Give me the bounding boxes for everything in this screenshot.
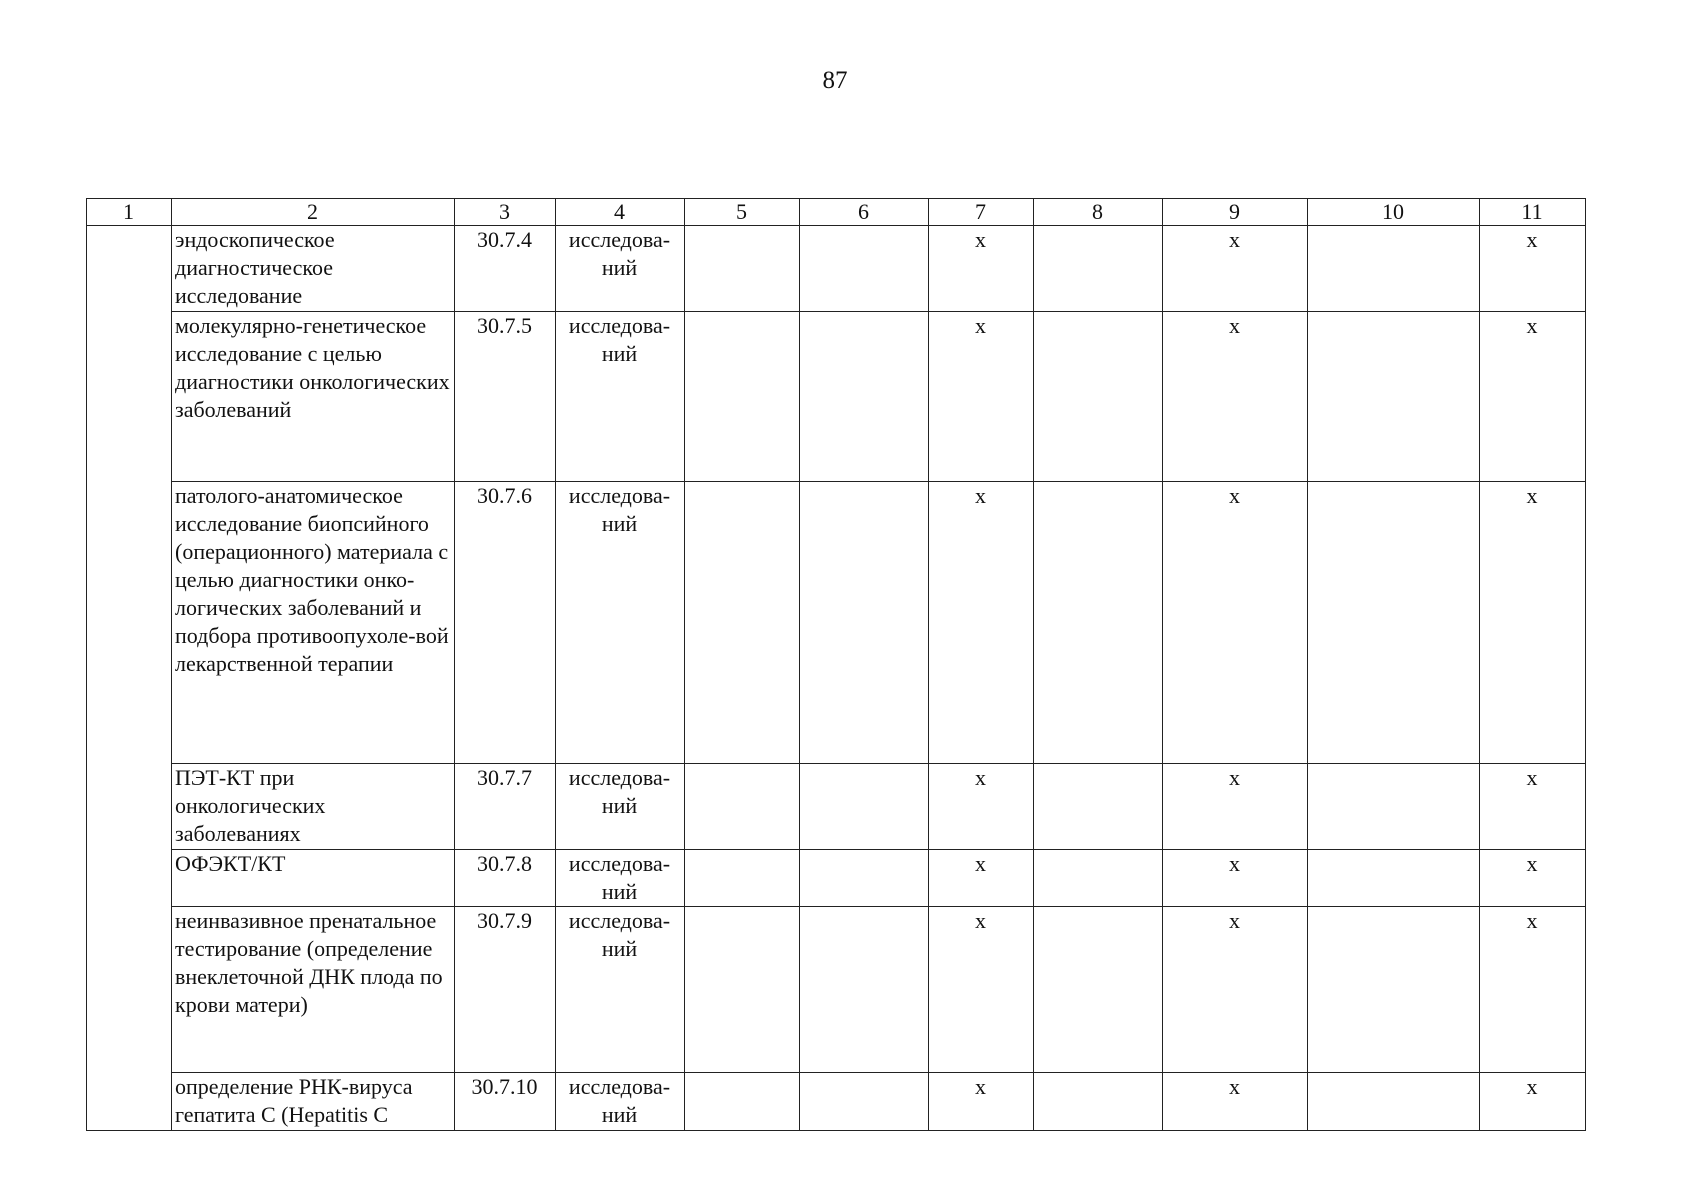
row-name: ОФЭКТ/КТ [172, 850, 455, 907]
empty-cell [1034, 312, 1163, 482]
empty-cell [800, 1073, 929, 1131]
empty-cell [685, 1073, 800, 1131]
mark-cell-11: х [1480, 764, 1586, 850]
row-unit: исследова-ний [556, 312, 685, 482]
column-number: 7 [929, 199, 1034, 226]
column-number: 6 [800, 199, 929, 226]
empty-cell [1034, 907, 1163, 1073]
mark-cell-9: х [1163, 850, 1308, 907]
column-number: 3 [455, 199, 556, 226]
row-unit: исследова-ний [556, 1073, 685, 1131]
empty-cell [685, 907, 800, 1073]
empty-cell [800, 850, 929, 907]
row-code: 30.7.5 [455, 312, 556, 482]
mark-cell-11: х [1480, 226, 1586, 312]
table-row [87, 907, 1586, 1073]
mark-cell-7: х [929, 226, 1034, 312]
column-number: 5 [685, 199, 800, 226]
row-code: 30.7.4 [455, 226, 556, 312]
column-number: 2 [172, 199, 455, 226]
mark-cell-9: х [1163, 312, 1308, 482]
row-name: определение РНК-вируса гепатита С (Hepatitis C [172, 1073, 455, 1131]
empty-cell [800, 907, 929, 1073]
column-number-row [87, 199, 1586, 226]
empty-cell [1034, 226, 1163, 312]
row-code: 30.7.8 [455, 850, 556, 907]
mark-cell-11: х [1480, 482, 1586, 764]
mark-cell-9: х [1163, 907, 1308, 1073]
row-code: 30.7.9 [455, 907, 556, 1073]
empty-cell [1034, 850, 1163, 907]
column-number: 11 [1480, 199, 1586, 226]
empty-cell [1308, 764, 1480, 850]
mark-cell-7: х [929, 764, 1034, 850]
mark-cell-11: х [1480, 1073, 1586, 1131]
empty-cell [685, 850, 800, 907]
empty-cell [1308, 850, 1480, 907]
mark-cell-7: х [929, 1073, 1034, 1131]
row-unit: исследова-ний [556, 907, 685, 1073]
column-number: 1 [87, 199, 172, 226]
mark-cell-7: х [929, 850, 1034, 907]
empty-cell [800, 764, 929, 850]
mark-cell-9: х [1163, 1073, 1308, 1131]
table-row [87, 312, 1586, 482]
row-name: молекулярно-генетическое исследование с целью диагностики онкологических заболеваний [172, 312, 455, 482]
group-cell [87, 226, 172, 1131]
mark-cell-11: х [1480, 312, 1586, 482]
empty-cell [685, 312, 800, 482]
mark-cell-11: х [1480, 850, 1586, 907]
data-table [86, 198, 1586, 1131]
mark-cell-7: х [929, 482, 1034, 764]
column-number: 9 [1163, 199, 1308, 226]
column-number: 8 [1034, 199, 1163, 226]
mark-cell-9: х [1163, 482, 1308, 764]
mark-cell-9: х [1163, 226, 1308, 312]
row-name: ПЭТ-КТ при онкологических заболеваниях [172, 764, 455, 850]
empty-cell [1308, 907, 1480, 1073]
empty-cell [1308, 312, 1480, 482]
row-name: неинвазивное пренатальное тестирование (определение внеклеточной ДНК плода по крови матери) [172, 907, 455, 1073]
empty-cell [800, 482, 929, 764]
mark-cell-7: х [929, 907, 1034, 1073]
row-code: 30.7.6 [455, 482, 556, 764]
row-code: 30.7.7 [455, 764, 556, 850]
table-row [87, 850, 1586, 907]
row-unit: исследова-ний [556, 482, 685, 764]
table-row [87, 764, 1586, 850]
empty-cell [1034, 764, 1163, 850]
empty-cell [1308, 482, 1480, 764]
mark-cell-9: х [1163, 764, 1308, 850]
empty-cell [800, 226, 929, 312]
row-name: эндоскопическое диагностическое исследование [172, 226, 455, 312]
mark-cell-11: х [1480, 907, 1586, 1073]
empty-cell [1308, 226, 1480, 312]
column-number: 10 [1308, 199, 1480, 226]
page-number: 87 [822, 67, 848, 94]
empty-cell [685, 482, 800, 764]
mark-cell-7: х [929, 312, 1034, 482]
empty-cell [685, 226, 800, 312]
empty-cell [800, 312, 929, 482]
row-unit: исследова-ний [556, 226, 685, 312]
row-code: 30.7.10 [455, 1073, 556, 1131]
row-unit: исследова-ний [556, 850, 685, 907]
table-row [87, 226, 1586, 312]
row-name: патолого-анатомическое исследование биопсийного (операционного) материала с целью диагностики онко-логических заболеваний и подбора противоопухоле-вой лекарственной терапии [172, 482, 455, 764]
empty-cell [685, 764, 800, 850]
empty-cell [1034, 482, 1163, 764]
empty-cell [1308, 1073, 1480, 1131]
row-unit: исследова-ний [556, 764, 685, 850]
table-row [87, 482, 1586, 764]
table-row [87, 1073, 1586, 1131]
empty-cell [1034, 1073, 1163, 1131]
column-number: 4 [556, 199, 685, 226]
